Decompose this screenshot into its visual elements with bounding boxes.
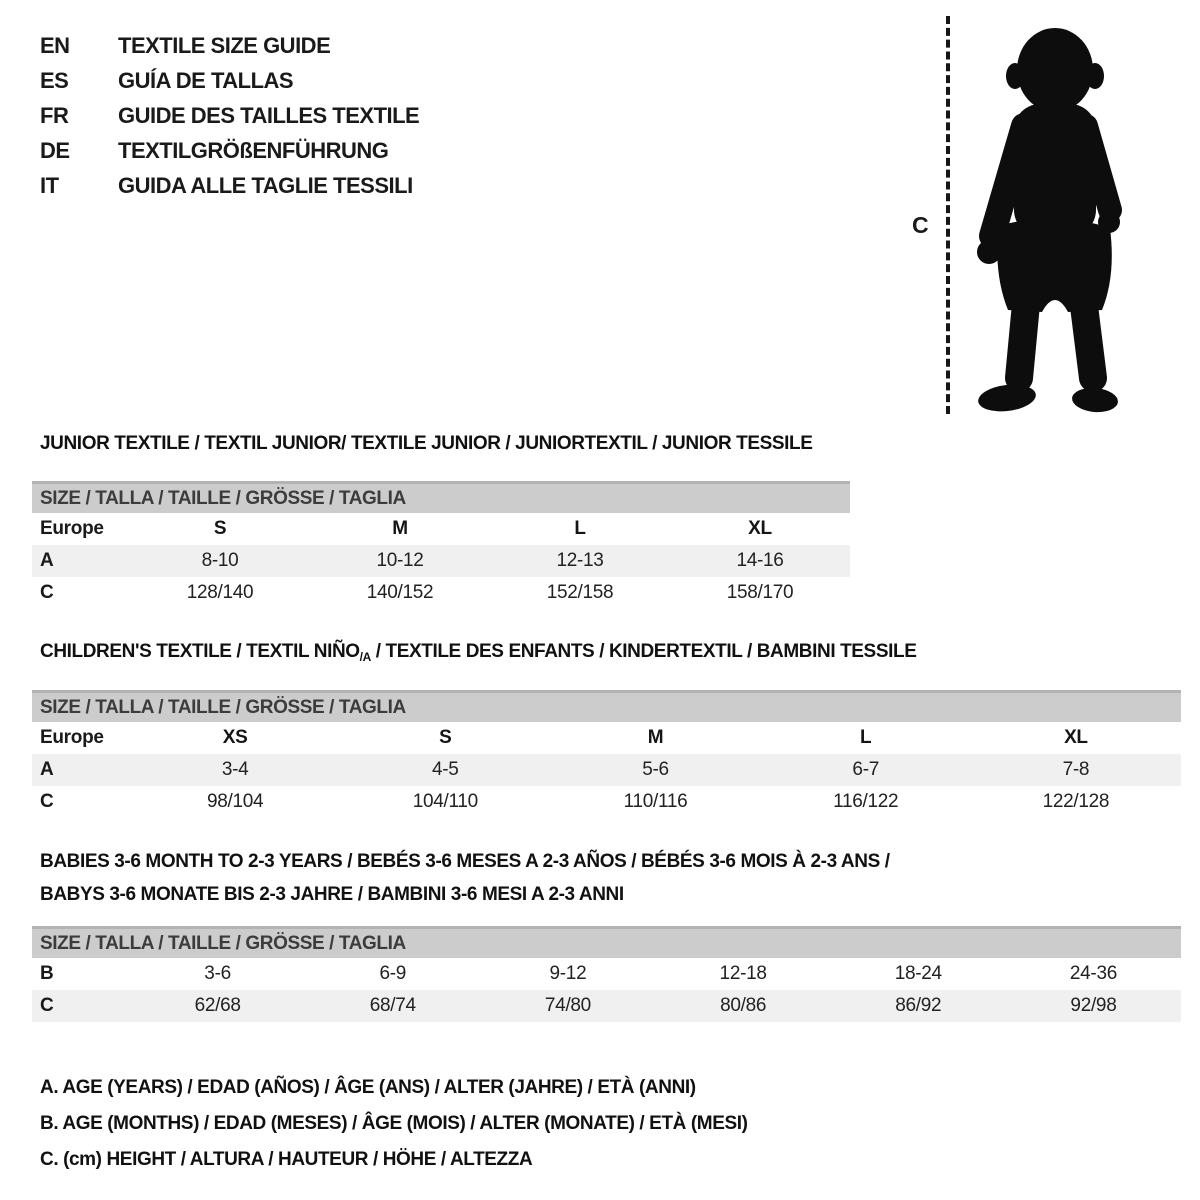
row-label: C <box>40 582 54 603</box>
size-table-header: SIZE / TALLA / TAILLE / GRÖSSE / TAGLIA <box>32 481 850 513</box>
language-code: FR <box>40 103 69 128</box>
guide-title: TEXTILGRÖßENFÜHRUNG <box>118 138 389 163</box>
table-row-height <box>32 990 1181 1022</box>
table-row-europe <box>32 722 1181 754</box>
table-row-europe <box>32 513 850 545</box>
children-heading-pre: CHILDREN'S TEXTILE / TEXTIL NIÑO <box>40 641 360 662</box>
language-row-en <box>40 28 419 63</box>
language-row-fr <box>40 98 419 133</box>
row-label: C <box>40 995 54 1016</box>
height-cell: 98/104 <box>206 791 264 812</box>
height-cell: 140/152 <box>366 582 434 603</box>
age-cell: 10-12 <box>376 550 424 571</box>
height-cell: 122/128 <box>1042 791 1110 812</box>
size-cell: M <box>647 727 664 748</box>
size-cell: S <box>213 518 227 539</box>
row-label: Europe <box>40 727 104 748</box>
height-cell: 92/98 <box>1070 995 1117 1016</box>
months-cell: 3-6 <box>204 963 231 984</box>
row-label: C <box>40 791 54 812</box>
language-code: IT <box>40 173 59 198</box>
size-table-header: SIZE / TALLA / TAILLE / GRÖSSE / TAGLIA <box>32 926 1181 958</box>
table-row-height <box>32 577 850 609</box>
age-cell: 4-5 <box>432 759 459 780</box>
months-cell: 9-12 <box>549 963 587 984</box>
height-cell: 74/80 <box>544 995 591 1016</box>
size-cell: XL <box>1064 727 1088 748</box>
size-cell: XS <box>222 727 248 748</box>
babies-section-heading <box>40 845 890 911</box>
size-cell: S <box>439 727 452 748</box>
height-cell: 110/116 <box>623 791 688 812</box>
toddler-silhouette-icon <box>962 14 1138 418</box>
junior-size-table <box>32 481 850 609</box>
guide-title: GUIDE DES TAILLES TEXTILE <box>118 103 420 128</box>
row-label: B <box>40 963 54 984</box>
babies-heading-line1: BABIES 3-6 MONTH TO 2-3 YEARS / BEBÉS 3-6 MESES A 2-3 AÑOS / BÉBÉS 3-6 MOIS À 2-3 ANS / <box>40 851 890 872</box>
age-cell: 3-4 <box>221 759 249 780</box>
junior-section-heading: JUNIOR TEXTILE / TEXTIL JUNIOR/ TEXTILE JUNIOR / JUNIORTEXTIL / JUNIOR TESSILE <box>40 433 813 454</box>
language-title-list <box>40 28 419 203</box>
language-row-it <box>40 168 419 203</box>
table-row-age <box>32 754 1181 786</box>
height-cell: 80/86 <box>720 995 767 1016</box>
legend-age-months: B. AGE (MONTHS) / EDAD (MESES) / ÂGE (MOIS) / ALTER (MONATE) / ETÀ (MESI) <box>40 1113 748 1134</box>
language-row-de <box>40 133 419 168</box>
language-code: DE <box>40 138 70 163</box>
size-cell: L <box>860 727 872 748</box>
size-cell: XL <box>748 518 772 539</box>
babies-size-table <box>32 926 1181 1022</box>
height-cell: 62/68 <box>194 995 241 1016</box>
table-row-age <box>32 545 850 577</box>
height-cell: 116/122 <box>833 791 899 812</box>
table-row-age-months <box>32 958 1181 990</box>
months-cell: 18-24 <box>894 963 942 984</box>
guide-title: TEXTILE SIZE GUIDE <box>118 33 331 58</box>
height-cell: 104/110 <box>412 791 478 812</box>
children-size-table <box>32 690 1181 818</box>
size-cell: L <box>574 518 586 539</box>
height-cell: 158/170 <box>726 582 794 603</box>
measurement-legend <box>40 1070 748 1178</box>
age-cell: 12-13 <box>556 550 604 571</box>
language-code: EN <box>40 33 70 58</box>
size-cell: M <box>392 518 408 539</box>
age-cell: 8-10 <box>201 550 239 571</box>
language-code: ES <box>40 68 69 93</box>
age-cell: 7-8 <box>1062 759 1090 780</box>
children-heading-subscript: /A <box>359 650 371 664</box>
legend-height-cm: C. (cm) HEIGHT / ALTURA / HAUTEUR / HÖHE / ALTEZZA <box>40 1149 533 1170</box>
table-row-height <box>32 786 1181 818</box>
size-table-header: SIZE / TALLA / TAILLE / GRÖSSE / TAGLIA <box>32 690 1181 722</box>
height-measure-label: C <box>912 212 929 238</box>
guide-title: GUIDA ALLE TAGLIE TESSILI <box>118 173 413 198</box>
age-cell: 5-6 <box>642 759 669 780</box>
legend-age-years: A. AGE (YEARS) / EDAD (AÑOS) / ÂGE (ANS) / ALTER (JAHRE) / ETÀ (ANNI) <box>40 1077 696 1098</box>
row-label: A <box>40 759 54 780</box>
babies-heading-line2: BABYS 3-6 MONATE BIS 2-3 JAHRE / BAMBINI 3-6 MESI A 2-3 ANNI <box>40 884 624 905</box>
height-cell: 86/92 <box>895 995 942 1016</box>
age-cell: 14-16 <box>736 550 784 571</box>
guide-title: GUÍA DE TALLAS <box>118 68 294 93</box>
age-cell: 6-7 <box>852 759 879 780</box>
children-heading-post: / TEXTILE DES ENFANTS / KINDERTEXTIL / BAMBINI TESSILE <box>370 641 917 662</box>
height-cell: 128/140 <box>186 582 254 603</box>
height-cell: 68/74 <box>369 995 416 1016</box>
months-cell: 12-18 <box>719 963 767 984</box>
row-label: A <box>40 550 54 571</box>
months-cell: 24-36 <box>1069 963 1117 984</box>
height-measure-dashed-line <box>946 16 950 414</box>
height-cell: 152/158 <box>546 582 614 603</box>
language-row-es <box>40 63 419 98</box>
children-section-heading <box>40 641 916 663</box>
months-cell: 6-9 <box>379 963 407 984</box>
row-label: Europe <box>40 518 104 539</box>
